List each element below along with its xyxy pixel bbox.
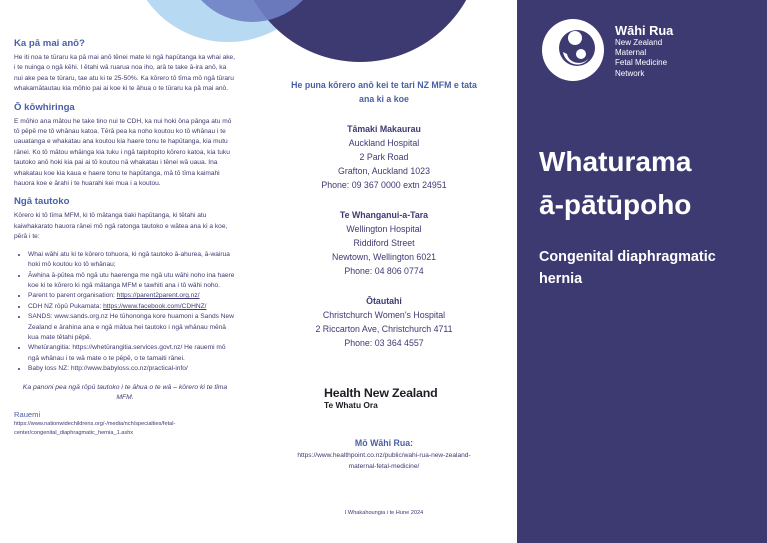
location-wellington	[284, 208, 484, 278]
support-item: • Whai wāhi atu ki te kōrero tohuora, ki ngā tautoko ā-ahurea, ā-wairua hoki mō koutou ko tō whānau;	[28, 250, 236, 271]
location-line: Auckland Hospital	[348, 138, 420, 148]
tagline: Ka panoni pea ngā rōpū tautoko i te āhua o te wā – kōrero ki te tīma MFM.	[22, 383, 228, 402]
cover-subtitle: Congenital diaphragmatic hernia	[539, 249, 716, 287]
location-region: Tāmaki Makaurau	[347, 124, 421, 134]
options-heading: Ō kōwhiringa	[14, 101, 75, 113]
support-text: Kōrero ki tō tīma MFM, ki tō mātanga tiaki hapūtanga, ki tētahi atu kaiwhakarato hauora rānei mō ngā ratonga tautoko e wātea ana ki a koe, pērā i te:	[14, 212, 228, 241]
mid-blue-circle	[182, 0, 322, 22]
logo-sub-line: Maternal	[615, 48, 647, 58]
location-region: Ōtautahi	[366, 296, 402, 306]
support-heading: Ngā tautoko	[14, 196, 70, 208]
location-line: Newtown, Wellington 6021	[332, 252, 436, 262]
te-whatu-ora-name: Te Whatu Ora	[324, 400, 378, 410]
logo-sub-line: Network	[615, 68, 645, 78]
location-phone: Phone: 09 367 0000 extn 24951	[321, 180, 447, 190]
about-heading: Mō Wāhi Rua:	[354, 438, 414, 448]
wahi-rua-logo-icon	[541, 18, 605, 82]
parent2parent-link[interactable]: https://parent2parent.org.nz/	[116, 292, 200, 300]
contact-intro: He puna kōrero anō kei te tari NZ MFM e tata ana ki a koe	[291, 80, 477, 104]
location-phone: Phone: 04 806 0774	[344, 266, 424, 276]
support-item: • Parent to parent organisation: https://parent2parent.org.nz/	[28, 291, 236, 301]
dark-purple-circle	[238, 0, 482, 62]
about-section	[284, 436, 484, 472]
support-item: • Āwhina ā-pūtea mō ngā utu haerenga me ngā utu wāhi noho ina haere koe ki te kōrero ki ngā mātanga MFM e tawhiti ana i tō wāhi noho.	[28, 271, 236, 292]
support-item: • CDH NZ rōpū Pukamata: https://www.facebook.com/CDHNZ/	[28, 302, 236, 312]
location-auckland	[284, 122, 484, 192]
location-line: Grafton, Auckland 1023	[338, 166, 430, 176]
left-column	[14, 38, 236, 438]
recurrence-text: He iti noa te tūraru ka pā mai anō tēnei mate ki ngā hapūtanga ka whai ake, i te nuinga o ngā kēhi. I ētahi wā ruarua noa iho, arā te take ā-ira anō, ka nui ake pea te tūraru, tae atu ki te 25-50%. Ka kōrero tō tīma mō ngā tūraru whakamātautau kia mōhio pai ai koe ki te āhua o te tūraru ka pā mai anō.	[14, 54, 236, 93]
cover-title-line: ā-pātūpoho	[539, 189, 692, 220]
facebook-cdhnz-link[interactable]: https://www.facebook.com/CDHNZ/	[103, 302, 207, 310]
support-item: • SANDS: www.sands.org.nz He tūhononga kore huamoni a Sands New Zealand e ārahina ana e ngā mātua hei tautoko i ngā whānau mēnā kua mate tētahi pēpē.	[28, 312, 236, 343]
resources-heading: Rauemi	[14, 409, 41, 419]
health-nz-logo	[304, 386, 464, 410]
recurrence-heading: Ka pā mai anō?	[14, 38, 85, 49]
location-region: Te Whanganui-a-Tara	[339, 210, 429, 220]
logo-sub-line: New Zealand	[615, 38, 663, 47]
about-link[interactable]: https://www.healthpoint.co.nz/public/wahi-rua-new-zealand-maternal-fetal-medicine/	[297, 452, 471, 470]
support-item: • Whetūrangitia: https://whetūrangitia.services.govt.nz/ He rauemi mō ngā whānau i te wā mate o te pēpē, o te tamaiti rānei.	[28, 343, 236, 364]
location-christchurch	[284, 294, 484, 350]
updated-date: I Whakahoungia i te Hune 2024	[344, 510, 424, 516]
cover-title	[539, 140, 691, 226]
cover-title-line: Whaturama	[539, 146, 692, 177]
support-list	[14, 250, 236, 375]
middle-column	[284, 78, 484, 516]
cover-panel	[517, 0, 767, 543]
options-text: E mōhio ana mātou he take tino nui te CDH, ka nui hoki ōna pānga atu mō tō pēpē me tō whānau katoa. Tērā pea ka noho koutou ko tō whānau i te uauatanga e whakatau ana koutou kia haere tonu te hapūtanga, kia mutu rānei. Ko tō mātou whāinga kia tuku i ngā taipitopito kōrero katoa, kia tuku tautoko anō hoki kia pai ai tō koutou nā whakatau i tēnei wā uaua. Ina whakatau koe kia kaua e haere tonu te hapūtanga, mā tō tīma kaimahi hauora koe e ārahi i te huarahi kei mua i a koutou.	[14, 117, 232, 188]
location-line: Christchurch Women's Hospital	[322, 310, 446, 320]
location-phone: Phone: 03 364 4557	[344, 338, 424, 348]
logo-text	[615, 23, 673, 79]
logo-name: Wāhi Rua	[615, 23, 674, 38]
location-line: 2 Riccarton Ave, Christchurch 4711	[315, 324, 453, 334]
location-line: 2 Park Road	[359, 152, 409, 162]
location-line: Riddiford Street	[353, 238, 415, 248]
location-line: Wellington Hospital	[346, 224, 422, 234]
logo-sub-line: Fetal Medicine	[615, 58, 668, 68]
support-item: • Baby loss NZ: http://www.babyloss.co.nz/practical-info/	[28, 364, 236, 374]
light-blue-circle	[128, 0, 328, 42]
health-nz-name: Health New Zealand	[324, 386, 438, 400]
resources-link[interactable]: https://www.nationwidechildrens.org/-/media/nch/specialties/fetal-center/congenital_diaphragmatic_hernia_1.ashx	[14, 420, 176, 436]
